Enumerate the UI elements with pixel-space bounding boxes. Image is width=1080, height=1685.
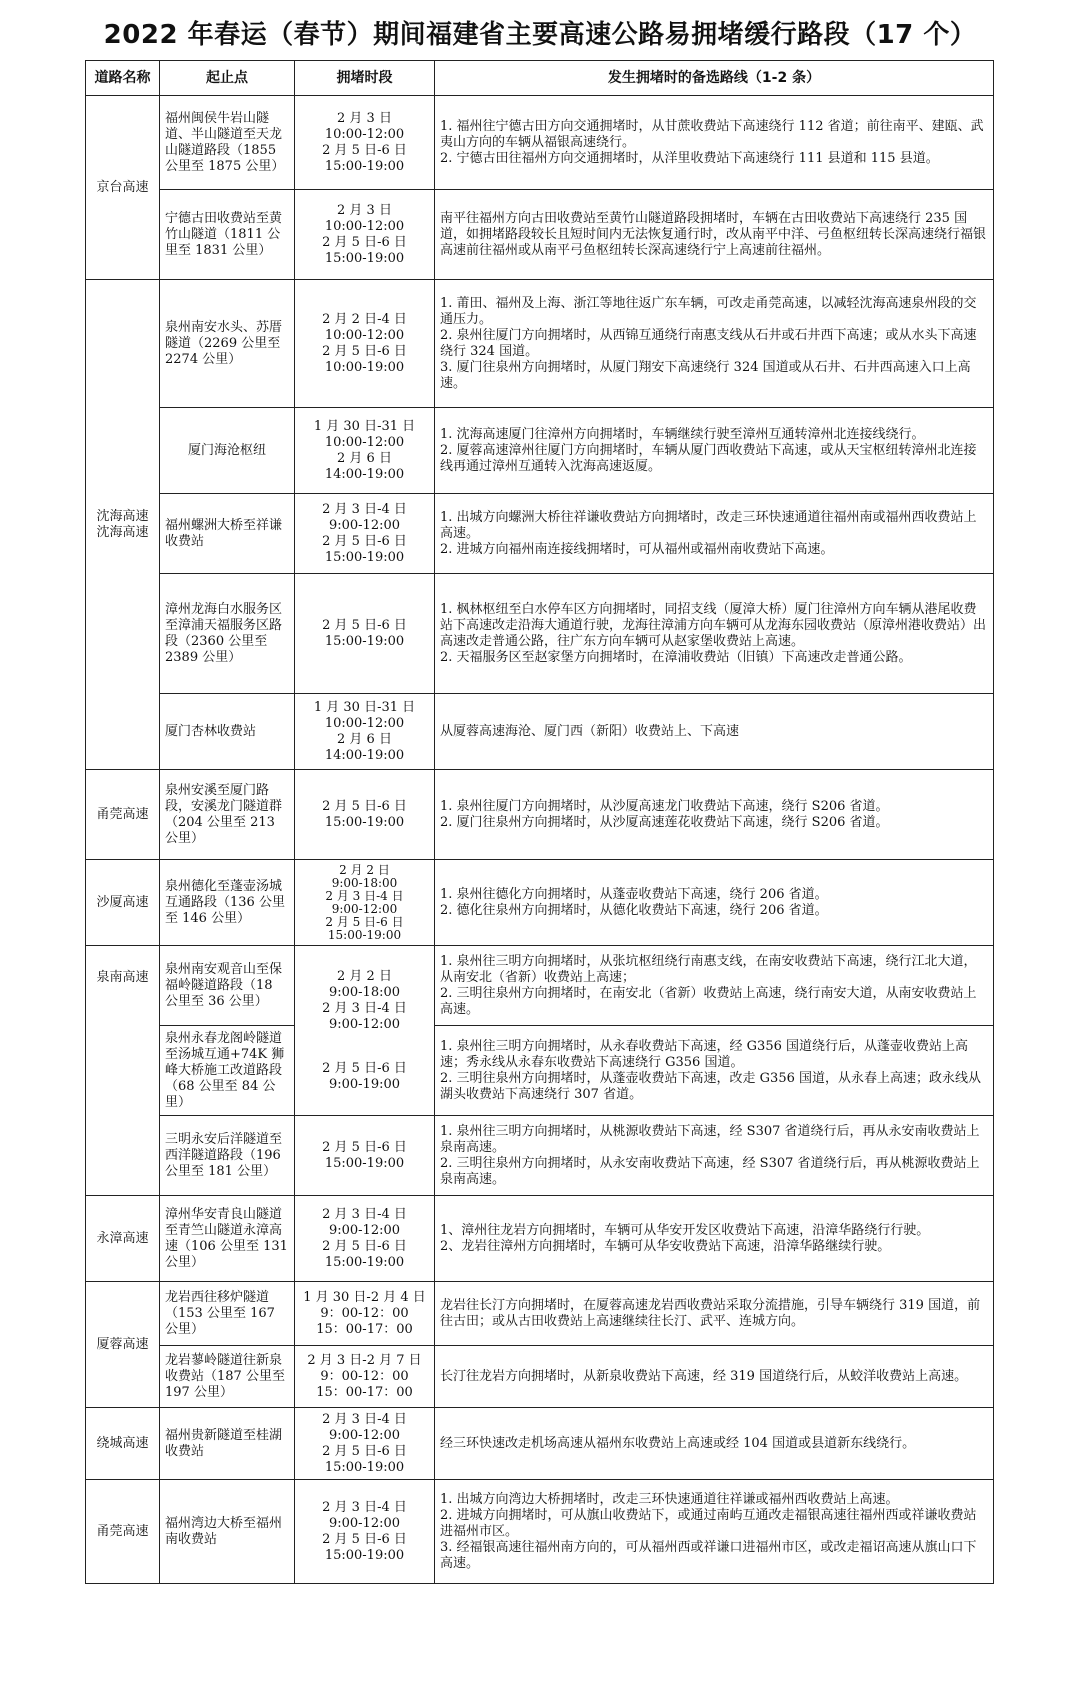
time-cell: 1 月 30 日-31 日 10:00-12:00 2 月 6 日 14:00-19:00 bbox=[295, 694, 435, 770]
table-row bbox=[86, 946, 994, 1026]
alternative-cell: 1. 莆田、福州及上海、浙江等地往返广东车辆，可改走甬莞高速，以减轻沈海高速泉州段的交通压力。 2. 泉州往厦门方向拥堵时，从西锦互通绕行南惠支线从石井或石井西下高速；或从水头下高速绕行 324 国道。 3. 厦门往泉州方向拥堵时，从厦门翔安下高速绕行 324 国道或从石井、石井西高速入口上高速。 bbox=[435, 280, 994, 408]
table-row bbox=[86, 1480, 994, 1584]
segment-cell: 宁德古田收费站至黄竹山隧道（1811 公里至 1831 公里） bbox=[160, 190, 295, 280]
segment-cell: 福州湾边大桥至福州南收费站 bbox=[160, 1480, 295, 1584]
col-header-road: 道路名称 bbox=[86, 61, 160, 96]
road-name: 泉南高速 bbox=[86, 946, 160, 1196]
time-cell: 2 月 3 日 10:00-12:00 2 月 5 日-6 日 15:00-19:00 bbox=[295, 190, 435, 280]
time-cell: 2 月 3 日-4 日 9:00-12:00 2 月 5 日-6 日 15:00-19:00 bbox=[295, 1196, 435, 1282]
alternative-cell: 1. 泉州往厦门方向拥堵时，从沙厦高速龙门收费站下高速，绕行 S206 省道。 2. 厦门往泉州方向拥堵时，从沙厦高速莲花收费站下高速，绕行 S206 省道。 bbox=[435, 770, 994, 860]
time-cell: 2 月 5 日-6 日 15:00-19:00 bbox=[295, 574, 435, 694]
segment-cell: 龙岩西往移炉隧道（153 公里至 167 公里） bbox=[160, 1282, 295, 1346]
road-name: 甬莞高速 bbox=[86, 770, 160, 860]
col-header-time: 拥堵时段 bbox=[295, 61, 435, 96]
alternative-cell: 1. 沈海高速厦门往漳州方向拥堵时，车辆继续行驶至漳州互通转漳州北连接线绕行。 2. 厦蓉高速漳州往厦门方向拥堵时，车辆从厦门西收费站下高速，或从天宝枢纽转漳州北连接线再通过漳州互通转入沈海高速返厦。 bbox=[435, 408, 994, 494]
table-row bbox=[86, 190, 994, 280]
time-cell: 2 月 3 日-4 日 9:00-12:00 2 月 5 日-6 日 15:00-19:00 bbox=[295, 1408, 435, 1480]
table-row bbox=[86, 574, 994, 694]
alternative-cell: 从厦蓉高速海沧、厦门西（新阳）收费站上、下高速 bbox=[435, 694, 994, 770]
table-row bbox=[86, 860, 994, 946]
road-name: 永漳高速 bbox=[86, 1196, 160, 1282]
header-row bbox=[86, 61, 994, 96]
segment-cell: 厦门杏林收费站 bbox=[160, 694, 295, 770]
time-cell: 1 月 30 日-2 月 4 日 9：00-12：00 15：00-17：00 bbox=[295, 1282, 435, 1346]
segment-cell: 福州闽侯牛岩山隧道、半山隧道至天龙山隧道路段（1855 公里至 1875 公里） bbox=[160, 96, 295, 190]
table-row bbox=[86, 1408, 994, 1480]
table-row bbox=[86, 96, 994, 190]
alternative-cell: 1. 出城方向湾边大桥拥堵时，改走三环快速通道往祥谦或福州西收费站上高速。 2. 进城方向拥堵时，可从旗山收费站下，或通过南屿互通改走福银高速往福州西或祥谦收费站进福州市区。 3. 经福银高速往福州南方向的，可从福州西或祥谦口进福州市区，或改走福诏高速从旗山口下高速。 bbox=[435, 1480, 994, 1584]
segment-cell: 福州螺洲大桥至祥谦收费站 bbox=[160, 494, 295, 574]
table-row bbox=[86, 1346, 994, 1408]
road-name: 京台高速 bbox=[86, 96, 160, 280]
time-cell: 2 月 2 日-4 日 10:00-12:00 2 月 5 日-6 日 10:00-19:00 bbox=[295, 280, 435, 408]
table-row bbox=[86, 280, 994, 408]
alternative-cell: 1、漳州往龙岩方向拥堵时，车辆可从华安开发区收费站下高速，沿漳华路绕行行驶。 2、龙岩往漳州方向拥堵时，车辆可从华安收费站下高速，沿漳华路继续行驶。 bbox=[435, 1196, 994, 1282]
table-row bbox=[86, 770, 994, 860]
segment-cell: 福州贵新隧道至桂湖收费站 bbox=[160, 1408, 295, 1480]
table-row bbox=[86, 494, 994, 574]
segment-cell: 漳州华安青良山隧道至青竺山隧道永漳高速（106 公里至 131 公里） bbox=[160, 1196, 295, 1282]
segment-cell: 厦门海沧枢纽 bbox=[160, 408, 295, 494]
road-name: 厦蓉高速 bbox=[86, 1282, 160, 1408]
table-row bbox=[86, 1282, 994, 1346]
table-row bbox=[86, 1026, 994, 1116]
alternative-cell: 1. 泉州往德化方向拥堵时，从蓬壶收费站下高速，绕行 206 省道。 2. 德化往泉州方向拥堵时，从德化收费站下高速，绕行 206 省道。 bbox=[435, 860, 994, 946]
time-cell: 2 月 3 日-2 月 7 日 9：00-12：00 15：00-17：00 bbox=[295, 1346, 435, 1408]
alternative-cell: 1. 出城方向螺洲大桥往祥谦收费站方向拥堵时，改走三环快速通道往福州南或福州西收费站上高速。 2. 进城方向福州南连接线拥堵时，可从福州或福州南收费站下高速。 bbox=[435, 494, 994, 574]
page-title: 2022 年春运（春节）期间福建省主要高速公路易拥堵缓行路段（17 个） bbox=[103, 20, 977, 50]
time-cell: 2 月 2 日 9:00-18:00 2 月 3 日-4 日 9:00-12:00 2 月 5 日-6 日 9:00-19:00 bbox=[295, 946, 435, 1116]
table-row bbox=[86, 694, 994, 770]
time-cell: 2 月 3 日 10:00-12:00 2 月 5 日-6 日 15:00-19:00 bbox=[295, 96, 435, 190]
alternative-cell: 1. 枫林枢纽至白水停车区方向拥堵时，同招支线（厦漳大桥）厦门往漳州方向车辆从港尾收费站下高速改走沿海大通道行驶，龙海往漳浦方向车辆可从龙海东园收费站（原漳州港收费站）出高速改走普通公路，往广东方向车辆可从赵家堡收费站上高速。 2. 天福服务区至赵家堡方向拥堵时，在漳浦收费站（旧镇）下高速改走普通公路。 bbox=[435, 574, 994, 694]
alternative-cell: 1. 福州往宁德古田方向交通拥堵时，从甘蔗收费站下高速绕行 112 省道；前往南平、建瓯、武夷山方向的车辆从福银高速绕行。 2. 宁德古田往福州方向交通拥堵时，从洋里收费站下高速绕行 111 县道和 115 县道。 bbox=[435, 96, 994, 190]
alternative-cell: 1. 泉州往三明方向拥堵时，从永春收费站下高速，经 G356 国道绕行后，从蓬壶收费站上高速；秀永线从永春东收费站下高速绕行 G356 国道。 2. 三明往泉州方向拥堵时，从蓬壶收费站下高速，改走 G356 国道，从永春上高速；政永线从湖头收费站下高速绕行 307 省道。 bbox=[435, 1026, 994, 1116]
time-cell: 2 月 5 日-6 日 15:00-19:00 bbox=[295, 770, 435, 860]
alternative-cell: 南平往福州方向古田收费站至黄竹山隧道路段拥堵时，车辆在古田收费站下高速绕行 235 国道，如拥堵路段较长且短时间内无法恢复通行时，改从南平中洋、弓鱼枢纽转长深高速绕行福银高速前往福州或从南平弓鱼枢纽转长深高速绕行宁上高速前往福州。 bbox=[435, 190, 994, 280]
col-header-alternative: 发生拥堵时的备选路线（1-2 条） bbox=[435, 61, 994, 96]
congestion-table bbox=[85, 60, 994, 1584]
table-row bbox=[86, 1196, 994, 1282]
segment-cell: 泉州安溪至厦门路段，安溪龙门隧道群（204 公里至 213 公里） bbox=[160, 770, 295, 860]
alternative-cell: 龙岩往长汀方向拥堵时，在厦蓉高速龙岩西收费站采取分流措施，引导车辆绕行 319 国道，前往古田；或从古田收费站上高速继续往长汀、武平、连城方向。 bbox=[435, 1282, 994, 1346]
time-cell: 2 月 3 日-4 日 9:00-12:00 2 月 5 日-6 日 15:00-19:00 bbox=[295, 494, 435, 574]
segment-cell: 泉州南安观音山至保福岭隧道路段（18 公里至 36 公里） bbox=[160, 946, 295, 1026]
col-header-segment: 起止点 bbox=[160, 61, 295, 96]
alternative-cell: 1. 泉州往三明方向拥堵时，从桃源收费站下高速，经 S307 省道绕行后，再从永安南收费站上泉南高速。 2. 三明往泉州方向拥堵时，从永安南收费站下高速，经 S307 省道绕行后，再从桃源收费站上泉南高速。 bbox=[435, 1116, 994, 1196]
alternative-cell: 长汀往龙岩方向拥堵时，从新泉收费站下高速，经 319 国道绕行后，从蛟洋收费站上高速。 bbox=[435, 1346, 994, 1408]
segment-cell: 泉州德化至蓬壶汤城互通路段（136 公里至 146 公里） bbox=[160, 860, 295, 946]
time-cell: 2 月 5 日-6 日 15:00-19:00 bbox=[295, 1116, 435, 1196]
time-cell: 2 月 2 日 9:00-18:00 2 月 3 日-4 日 9:00-12:00 2 月 5 日-6 日 15:00-19:00 bbox=[295, 860, 435, 946]
table-row bbox=[86, 1116, 994, 1196]
road-name: 绕城高速 bbox=[86, 1408, 160, 1480]
time-cell: 1 月 30 日-31 日 10:00-12:00 2 月 6 日 14:00-19:00 bbox=[295, 408, 435, 494]
segment-cell: 漳州龙海白水服务区至漳浦天福服务区路段（2360 公里至 2389 公里） bbox=[160, 574, 295, 694]
road-name: 沙厦高速 bbox=[86, 860, 160, 946]
segment-cell: 泉州永春龙阁岭隧道至汤城互通+74K 狮峰大桥施工改道路段（68 公里至 84 公里） bbox=[160, 1026, 295, 1116]
alternative-cell: 1. 泉州往三明方向拥堵时，从张坑枢纽绕行南惠支线，在南安收费站下高速，绕行江北大道，从南安北（省新）收费站上高速； 2. 三明往泉州方向拥堵时，在南安北（省新）收费站上高速，绕行南安大道，从南安收费站上高速。 bbox=[435, 946, 994, 1026]
segment-cell: 龙岩蓼岭隧道往新泉收费站（187 公里至 197 公里） bbox=[160, 1346, 295, 1408]
table-row bbox=[86, 408, 994, 494]
alternative-cell: 经三环快速改走机场高速从福州东收费站上高速或经 104 国道或县道新东线绕行。 bbox=[435, 1408, 994, 1480]
segment-cell: 泉州南安水头、苏厝隧道（2269 公里至 2274 公里） bbox=[160, 280, 295, 408]
segment-cell: 三明永安后洋隧道至西洋隧道路段（196 公里至 181 公里） bbox=[160, 1116, 295, 1196]
road-name: 甬莞高速 bbox=[86, 1480, 160, 1584]
time-cell: 2 月 3 日-4 日 9:00-12:00 2 月 5 日-6 日 15:00-19:00 bbox=[295, 1480, 435, 1584]
road-name: 沈海高速 沈海高速 bbox=[86, 280, 160, 770]
